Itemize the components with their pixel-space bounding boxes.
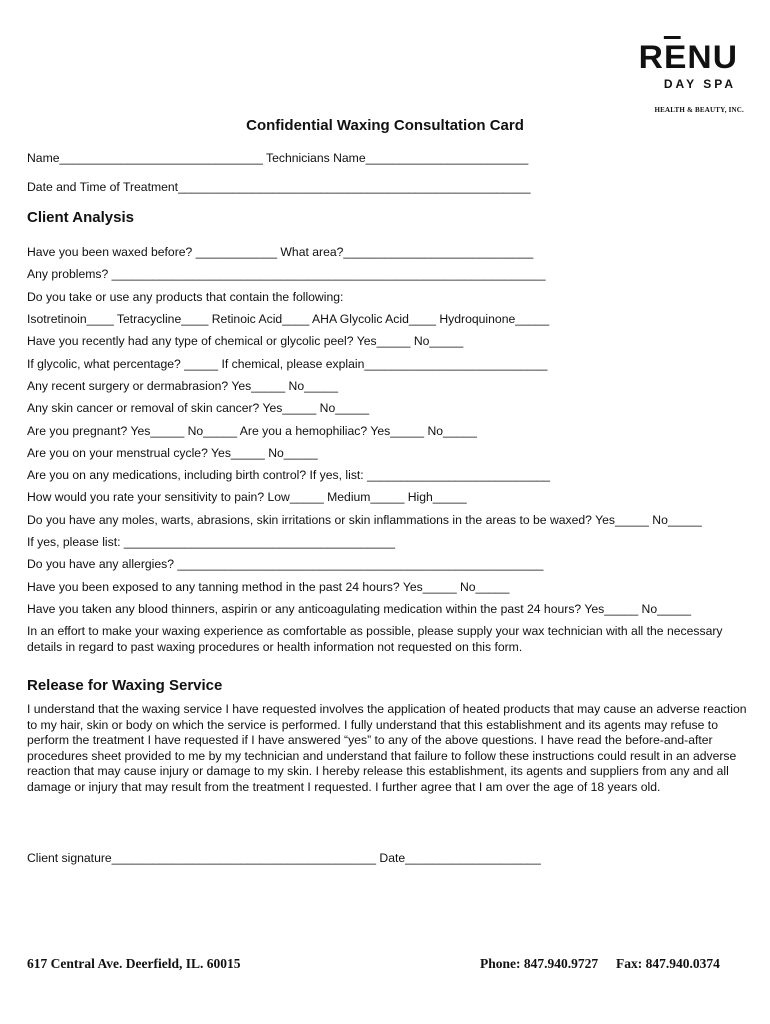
footer-fax: Fax: 847.940.0374: [616, 956, 720, 971]
logo-brand: [638, 39, 739, 75]
client-analysis-heading: Client Analysis: [27, 209, 134, 226]
comfort-note: In an effort to make your waxing experience as comfortable as possible, please supply your wax technician with all the necessary details in regard to past waxing procedures or health information not requested on this form.: [27, 624, 723, 654]
logo-subtitle: DAY SPA: [663, 77, 736, 91]
form-title: Confidential Waxing Consultation Card: [246, 117, 524, 134]
question-line[interactable]: Have you taken any blood thinners, aspirin or any anticoagulating medication within the past 24 hours? Yes_____ No_____: [27, 602, 691, 616]
question-line[interactable]: Have you been exposed to any tanning method in the past 24 hours? Yes_____ No_____: [27, 580, 510, 594]
question-line[interactable]: Do you have any allergies? ______________________________________________________: [27, 557, 544, 571]
question-line[interactable]: Have you been waxed before? ____________ What area?____________________________: [27, 245, 534, 259]
release-text: I understand that the waxing service I have requested involves the application of heated products that may cause an adverse reaction to my hair, skin or body on which the service is performed. I fully understand that this establishment and its agents may refuse to perform the treatment I have requested if I have answered “yes” to any of the above questions. I have read the before-and-after procedures sheet provided to me by my technician and understand that failure to follow these instructions could result in an adverse reaction that may cause injury or damage to my skin. I hereby release this establishment, its agents and suppliers from any and all damage or injury that may result from the treatment I requested. I further agree that I am over the age of 18 years old.: [27, 702, 747, 794]
question-line: Do you take or use any products that contain the following:: [27, 290, 344, 304]
logo-brand-text: RENU: [638, 39, 739, 75]
question-line[interactable]: Are you pregnant? Yes_____ No_____ Are you a hemophiliac? Yes_____ No_____: [27, 424, 477, 438]
question-line[interactable]: If glycolic, what percentage? _____ If chemical, please explain___________________________: [27, 357, 548, 371]
question-line[interactable]: If yes, please list: ________________________________________: [27, 535, 395, 549]
question-line[interactable]: Any skin cancer or removal of skin cancer? Yes_____ No_____: [27, 401, 370, 415]
name-field-line[interactable]: Name______________________________ Technicians Name________________________: [27, 151, 529, 165]
question-line[interactable]: Are you on your menstrual cycle? Yes_____ No_____: [27, 446, 318, 460]
company-logo: [604, 39, 744, 114]
footer-phone: Phone: 847.940.9727: [480, 956, 599, 971]
question-line[interactable]: Isotretinoin____ Tetracycline____ Retinoic Acid____ AHA Glycolic Acid____ Hydroquinone_____: [27, 312, 550, 326]
release-heading: Release for Waxing Service: [27, 677, 223, 694]
question-line[interactable]: How would you rate your sensitivity to pain? Low_____ Medium_____ High_____: [27, 490, 467, 504]
logo-tagline: HEALTH & BEAUTY, INC.: [654, 106, 744, 114]
question-line[interactable]: Any problems? ________________________________________________________________: [27, 267, 546, 281]
signature-line[interactable]: Client signature_______________________________________ Date____________________: [27, 851, 541, 865]
question-line[interactable]: Any recent surgery or dermabrasion? Yes_____ No_____: [27, 379, 338, 393]
date-field-line[interactable]: Date and Time of Treatment____________________________________________________: [27, 180, 531, 194]
logo-macron: [664, 36, 681, 39]
footer-address: 617 Central Ave. Deerfield, IL. 60015: [27, 956, 241, 971]
question-line[interactable]: Have you recently had any type of chemical or glycolic peel? Yes_____ No_____: [27, 334, 464, 348]
question-line[interactable]: Do you have any moles, warts, abrasions, skin irritations or skin inflammations in the areas to be waxed? Yes_____ No_____: [27, 513, 702, 527]
question-line[interactable]: Are you on any medications, including birth control? If yes, list: ___________________________: [27, 468, 551, 482]
